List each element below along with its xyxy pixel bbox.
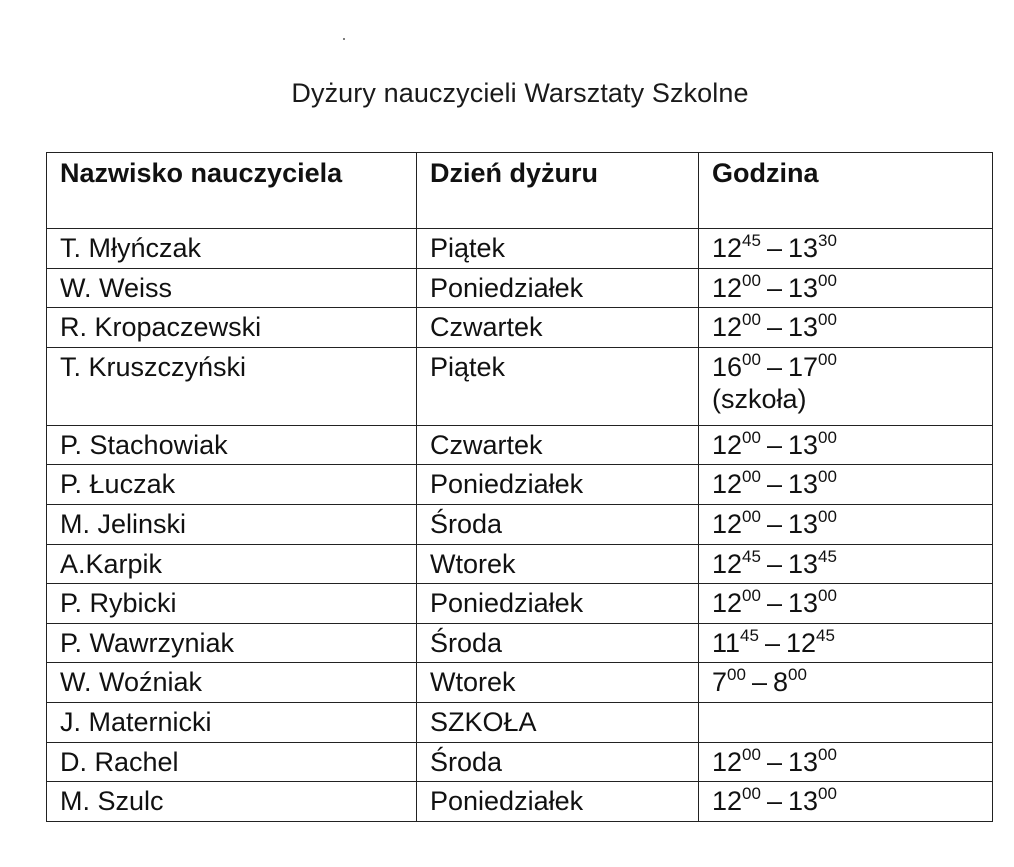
time-range — [712, 270, 837, 303]
to-hour: 13 — [788, 429, 819, 460]
duty-day: Czwartek — [417, 425, 699, 465]
duty-day: SZKOŁA — [417, 702, 699, 742]
to-minute: 00 — [818, 744, 837, 764]
duty-hour — [699, 584, 993, 624]
duty-day: Środa — [417, 504, 699, 544]
duty-hour — [699, 504, 993, 544]
from-minute: 00 — [742, 506, 761, 526]
from-minute: 00 — [742, 349, 761, 369]
to-minute: 45 — [818, 546, 837, 566]
from-minute: 00 — [727, 665, 746, 685]
teacher-name: D. Rachel — [47, 742, 417, 782]
teacher-name: W. Woźniak — [47, 663, 417, 703]
from-minute: 00 — [742, 586, 761, 606]
duty-day: Poniedziałek — [417, 465, 699, 505]
duty-hour — [699, 742, 993, 782]
from-minute: 00 — [742, 784, 761, 804]
duty-hour — [699, 268, 993, 308]
time-range — [712, 312, 837, 342]
range-dash: – — [766, 272, 782, 303]
range-dash: – — [766, 351, 782, 382]
header-day: Dzień dyżuru — [417, 153, 699, 229]
to-hour: 13 — [788, 508, 819, 539]
duty-table — [46, 152, 993, 822]
time-range — [712, 625, 835, 658]
to-hour: 13 — [788, 548, 819, 579]
header-hour: Godzina — [699, 153, 993, 229]
range-dash: – — [766, 469, 782, 500]
from-hour: 12 — [712, 746, 743, 777]
from-hour: 12 — [712, 469, 743, 500]
teacher-name: P. Łuczak — [47, 465, 417, 505]
teacher-name: M. Jelinski — [47, 504, 417, 544]
table-row — [47, 663, 993, 703]
time-range — [712, 786, 837, 816]
from-minute: 00 — [742, 310, 761, 330]
time-range — [712, 349, 837, 382]
from-minute: 00 — [742, 427, 761, 447]
from-hour: 7 — [712, 667, 728, 698]
duty-day: Poniedziałek — [417, 268, 699, 308]
teacher-name: T. Młyńczak — [47, 229, 417, 269]
teacher-name: R. Kropaczewski — [47, 308, 417, 348]
to-minute: 30 — [818, 231, 837, 250]
to-minute: 00 — [788, 665, 807, 685]
from-hour: 12 — [712, 233, 743, 263]
range-dash: – — [764, 627, 780, 658]
duty-day: Poniedziałek — [417, 584, 699, 624]
time-range — [712, 744, 837, 777]
table-row — [47, 308, 993, 348]
to-hour: 13 — [788, 272, 819, 303]
duty-hour — [699, 663, 993, 703]
time-range — [712, 588, 837, 618]
range-dash: – — [766, 588, 782, 619]
table-row — [47, 702, 993, 742]
to-hour: 13 — [788, 233, 819, 263]
from-hour: 12 — [712, 429, 743, 460]
table-row — [47, 544, 993, 584]
to-minute: 00 — [818, 427, 837, 447]
duty-day: Piątek — [417, 229, 699, 269]
time-range — [712, 546, 837, 579]
from-hour: 16 — [712, 351, 743, 382]
duty-hour — [699, 544, 993, 584]
from-hour: 12 — [712, 312, 743, 343]
from-hour: 12 — [712, 272, 743, 303]
to-hour: 13 — [788, 469, 819, 500]
table-row — [47, 623, 993, 663]
from-minute: 45 — [742, 231, 761, 250]
table-row — [47, 465, 993, 505]
time-range — [712, 469, 837, 499]
range-dash: – — [751, 667, 767, 698]
table-row — [47, 504, 993, 544]
from-minute: 45 — [740, 625, 759, 645]
duty-hour — [699, 308, 993, 348]
header-row — [47, 153, 993, 229]
teacher-name: P. Rybicki — [47, 584, 417, 624]
from-minute: 00 — [742, 744, 761, 764]
table-row — [47, 742, 993, 782]
duty-hour — [699, 623, 993, 663]
from-minute: 45 — [742, 546, 761, 566]
duty-hour — [699, 229, 993, 269]
duty-hour — [699, 347, 993, 425]
teacher-name: P. Stachowiak — [47, 425, 417, 465]
scan-speck — [343, 38, 345, 40]
duty-hour — [699, 702, 993, 742]
teacher-name: W. Weiss — [47, 268, 417, 308]
time-range — [712, 506, 837, 539]
range-dash: – — [766, 548, 782, 579]
to-minute: 00 — [818, 270, 837, 290]
table-row — [47, 782, 993, 822]
teacher-name: T. Kruszczyński — [47, 347, 417, 425]
to-minute: 00 — [818, 506, 837, 526]
teacher-name: A.Karpik — [47, 544, 417, 584]
to-minute: 45 — [816, 625, 835, 645]
to-hour: 13 — [788, 312, 819, 343]
duty-day: Środa — [417, 742, 699, 782]
duty-day: Piątek — [417, 347, 699, 425]
table-row — [47, 268, 993, 308]
teacher-name: J. Maternicki — [47, 702, 417, 742]
to-hour: 8 — [772, 667, 789, 698]
to-minute: 00 — [818, 310, 837, 330]
to-hour: 17 — [788, 351, 819, 382]
duty-day: Wtorek — [417, 663, 699, 703]
table-row — [47, 347, 993, 425]
duty-hour — [699, 425, 993, 465]
duty-hour — [699, 782, 993, 822]
from-hour: 12 — [712, 548, 743, 579]
from-hour: 11 — [712, 627, 741, 658]
to-hour: 12 — [785, 627, 817, 658]
range-dash: – — [766, 508, 782, 539]
duty-day: Poniedziałek — [417, 782, 699, 822]
duty-note: (szkoła) — [712, 383, 807, 414]
time-range — [712, 667, 807, 697]
duty-day: Środa — [417, 623, 699, 663]
from-minute: 00 — [742, 467, 761, 487]
time-range — [712, 427, 837, 460]
to-hour: 13 — [788, 588, 819, 619]
duty-day: Czwartek — [417, 308, 699, 348]
to-hour: 13 — [788, 786, 819, 817]
from-hour: 12 — [712, 588, 743, 619]
teacher-name: M. Szulc — [47, 782, 417, 822]
range-dash: – — [766, 786, 782, 817]
range-dash: – — [766, 429, 782, 460]
range-dash: – — [766, 312, 782, 343]
from-hour: 12 — [712, 508, 743, 539]
to-minute: 00 — [818, 586, 837, 606]
page-title: Dyżury nauczycieli Warsztaty Szkolne — [291, 78, 749, 108]
teacher-name: P. Wawrzyniak — [47, 623, 417, 663]
from-hour: 12 — [712, 786, 743, 817]
to-minute: 00 — [818, 784, 837, 804]
table-row — [47, 584, 993, 624]
to-hour: 13 — [788, 746, 819, 777]
to-minute: 00 — [818, 467, 837, 487]
from-minute: 00 — [742, 270, 761, 290]
duty-day: Wtorek — [417, 544, 699, 584]
table-row — [47, 425, 993, 465]
to-minute: 00 — [818, 349, 837, 369]
duty-hour — [699, 465, 993, 505]
time-range — [712, 233, 837, 263]
header-name: Nazwisko nauczyciela — [47, 153, 417, 229]
table-row — [47, 229, 993, 269]
range-dash: – — [766, 233, 782, 263]
range-dash: – — [766, 746, 782, 777]
